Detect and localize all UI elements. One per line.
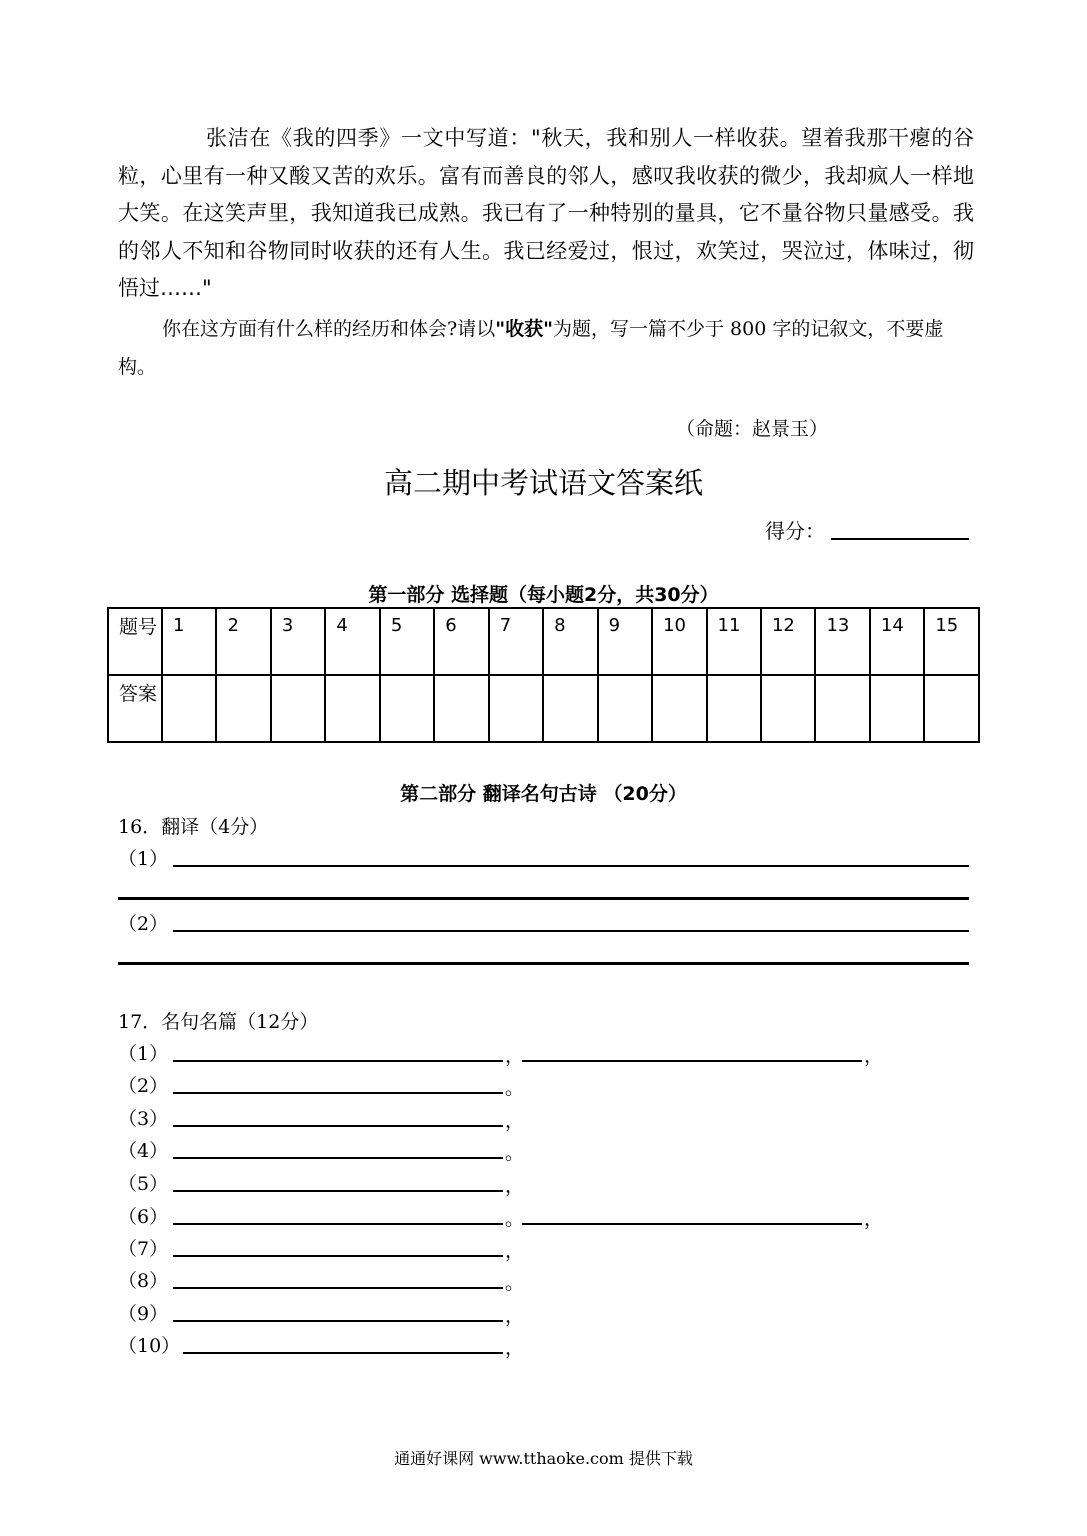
answer-cell[interactable] [870, 675, 924, 742]
author-credit: （命题：赵景玉） [676, 418, 829, 440]
answer-cell[interactable] [162, 675, 216, 742]
q17-answer-line[interactable] [183, 1352, 503, 1354]
question-number: 9 [598, 608, 652, 675]
choice-answer-table [107, 607, 980, 743]
question-number: 5 [380, 608, 434, 675]
q17-label: （2） [118, 1075, 169, 1097]
q17-title: 17．名句名篇（12分） [118, 1011, 319, 1033]
q17-label: （1） [118, 1043, 169, 1065]
q16-title: 16．翻译（4分） [118, 816, 269, 838]
q17-punct: ， [505, 1240, 525, 1262]
answer-cell[interactable] [325, 675, 379, 742]
answer-cell[interactable] [489, 675, 543, 742]
q16-answer-line[interactable] [118, 897, 969, 900]
answer-cell[interactable] [815, 675, 869, 742]
row-header-answer: 答案 [108, 675, 162, 742]
table-row [108, 608, 979, 675]
score-blank[interactable] [831, 538, 969, 540]
q17-label: （5） [118, 1173, 169, 1195]
q17-label: （10） [118, 1335, 181, 1357]
q17-punct: 。 [505, 1142, 525, 1164]
part2-heading: 第二部分 翻译名句古诗 （20分） [400, 783, 687, 805]
q17-answer-line[interactable] [173, 1223, 503, 1225]
q17-punct: 。 [505, 1208, 525, 1230]
q17-answer-line[interactable] [173, 1287, 503, 1289]
q17-answer-line[interactable] [173, 1092, 503, 1094]
essay-instruction [118, 310, 978, 386]
q17-label: （8） [118, 1270, 169, 1292]
question-number: 7 [489, 608, 543, 675]
question-number: 2 [216, 608, 270, 675]
answer-cell[interactable] [598, 675, 652, 742]
q17-answer-line[interactable] [173, 1157, 503, 1159]
q17-answer-line[interactable] [173, 1190, 503, 1192]
answer-cell[interactable] [707, 675, 761, 742]
answer-sheet-title: 高二期中考试语文答案纸 [383, 466, 703, 500]
essay-prompt [118, 120, 974, 308]
instruction-after: 为题，写一篇不少于 800 字的记叙文，不要虚构。 [118, 318, 944, 378]
question-number: 14 [870, 608, 924, 675]
question-number: 1 [162, 608, 216, 675]
q17-punct: ， [505, 1175, 525, 1197]
score-label: 得分： [765, 519, 825, 543]
answer-cell[interactable] [761, 675, 815, 742]
q17-answer-line[interactable] [173, 1255, 503, 1257]
question-number: 3 [271, 608, 325, 675]
question-number: 6 [434, 608, 488, 675]
answer-cell[interactable] [271, 675, 325, 742]
q16-label-2: （2） [118, 913, 169, 935]
q17-punct: 。 [505, 1272, 525, 1294]
q16-answer-line[interactable] [118, 962, 969, 965]
q17-punct: ， [505, 1045, 525, 1067]
question-number: 13 [815, 608, 869, 675]
answer-cell[interactable] [434, 675, 488, 742]
question-number: 15 [924, 608, 979, 675]
instruction-topic: "收获" [495, 318, 554, 340]
q16-label-1: （1） [118, 848, 169, 870]
q17-answer-line[interactable] [173, 1125, 503, 1127]
question-number: 8 [543, 608, 597, 675]
question-number: 11 [707, 608, 761, 675]
q16-answer-line[interactable] [173, 865, 969, 867]
answer-cell[interactable] [380, 675, 434, 742]
question-number: 12 [761, 608, 815, 675]
part1-heading: 第一部分 选择题（每小题2分，共30分） [368, 584, 719, 606]
q17-label: （4） [118, 1140, 169, 1162]
question-number: 10 [652, 608, 706, 675]
q17-punct: ， [864, 1045, 884, 1067]
page-footer: 通通好课网 www.tthaoke.com 提供下载 [394, 1449, 693, 1468]
answer-cell[interactable] [652, 675, 706, 742]
q17-punct: ， [505, 1110, 525, 1132]
q17-answer-line[interactable] [173, 1320, 503, 1322]
q17-label: （7） [118, 1238, 169, 1260]
q17-punct: 。 [505, 1077, 525, 1099]
q17-label: （3） [118, 1108, 169, 1130]
answer-cell[interactable] [924, 675, 979, 742]
instruction-before: 你在这方面有什么样的经历和体会?请以 [162, 318, 496, 340]
table-row [108, 675, 979, 742]
question-number: 4 [325, 608, 379, 675]
answer-cell[interactable] [543, 675, 597, 742]
q17-label: （9） [118, 1303, 169, 1325]
q17-answer-line[interactable] [173, 1060, 503, 1062]
q17-punct: ， [505, 1337, 525, 1359]
q17-answer-line[interactable] [522, 1223, 862, 1225]
q17-punct: ， [864, 1208, 884, 1230]
q17-answer-line[interactable] [522, 1060, 862, 1062]
q17-label: （6） [118, 1206, 169, 1228]
q17-punct: ， [505, 1305, 525, 1327]
answer-cell[interactable] [216, 675, 270, 742]
prompt-quote: 张洁在《我的四季》一文中写道："秋天，我和别人一样收获。望着我那干瘪的谷粒，心里有一种又酸又苦的欢乐。富有而善良的邻人，感叹我收获的微少，我却疯人一样地大笑。在这笑声里，我知道我已成熟。我已有了一种特别的量具，它不量谷物只量感受。我的邻人不知和谷物同时收获的还有人生。我已经爱过，恨过，欢笑过，哭泣过，体味过，彻悟过……" [118, 126, 974, 300]
q16-answer-line[interactable] [173, 930, 969, 932]
row-header-number: 题号 [108, 608, 162, 675]
